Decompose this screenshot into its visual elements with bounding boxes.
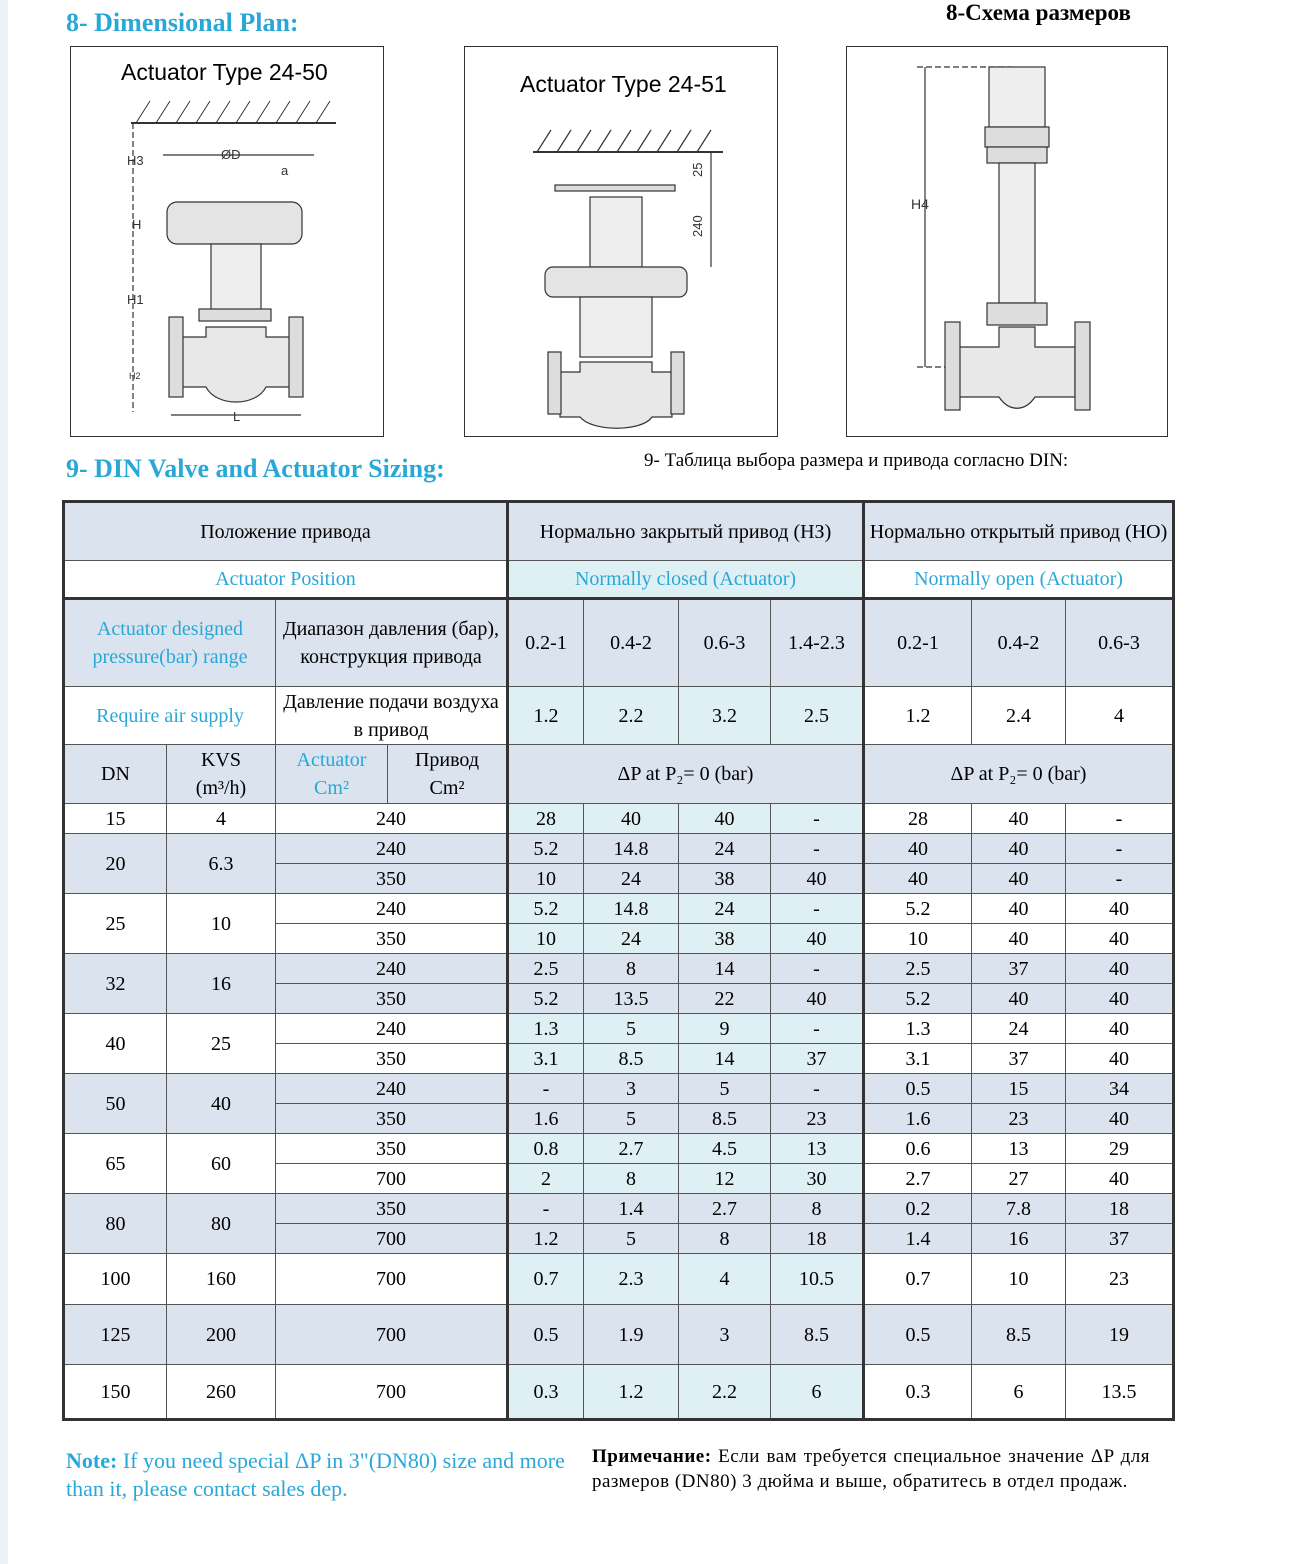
table-row	[64, 804, 1174, 834]
cm2-cell: 350	[276, 864, 508, 894]
table-row	[64, 894, 1174, 924]
nc-dp-cell: 10	[508, 924, 584, 954]
label-h2: H2	[129, 371, 141, 381]
no-dp-cell: 34	[1066, 1074, 1174, 1104]
valve-drawing	[465, 47, 777, 436]
range-nc: 0.6-3	[679, 599, 771, 687]
kvs-cell: 80	[167, 1194, 276, 1254]
no-dp-cell: 0.5	[864, 1305, 972, 1365]
air-nc: 2.2	[584, 687, 679, 745]
nc-dp-cell: 14	[679, 1044, 771, 1074]
nc-dp-cell: 9	[679, 1014, 771, 1044]
no-dp-cell: 3.1	[864, 1044, 972, 1074]
nc-dp-cell: 10	[508, 864, 584, 894]
nc-dp-cell: 5.2	[508, 984, 584, 1014]
nc-dp-cell: 24	[679, 894, 771, 924]
no-dp-cell: 40	[972, 984, 1066, 1014]
cm2-cell: 240	[276, 1014, 508, 1044]
nc-dp-cell: 5.2	[508, 894, 584, 924]
label-240: 240	[690, 215, 705, 237]
section-9-title: 9- DIN Valve and Actuator Sizing:	[66, 454, 445, 483]
label-h: H	[132, 217, 142, 232]
nc-dp-cell: 1.3	[508, 1014, 584, 1044]
range-no: 0.4-2	[972, 599, 1066, 687]
air-nc: 2.5	[771, 687, 864, 745]
label-25: 25	[690, 162, 705, 177]
range-no: 0.6-3	[1066, 599, 1174, 687]
nc-dp-cell: 6	[771, 1365, 864, 1420]
no-dp-cell: 0.5	[864, 1074, 972, 1104]
section-8-title: 8- Dimensional Plan:	[66, 8, 299, 37]
nc-dp-cell: 1.2	[584, 1365, 679, 1420]
nc-dp-cell: 2.7	[584, 1134, 679, 1164]
no-dp-cell: 0.6	[864, 1134, 972, 1164]
nc-dp-cell: 2.5	[508, 954, 584, 984]
nc-dp-cell: 8.5	[771, 1305, 864, 1365]
cm2-cell: 700	[276, 1305, 508, 1365]
nc-dp-cell: 13.5	[584, 984, 679, 1014]
range-nc: 0.2-1	[508, 599, 584, 687]
page-edge	[0, 0, 8, 1564]
dn-cell: 32	[64, 954, 167, 1014]
header-position-en: Actuator Position	[64, 561, 508, 599]
table-row	[64, 1305, 1174, 1365]
nc-dp-cell: 3.1	[508, 1044, 584, 1074]
nc-dp-cell: -	[771, 804, 864, 834]
air-nc: 1.2	[508, 687, 584, 745]
nc-dp-cell: 4.5	[679, 1134, 771, 1164]
valve-drawing	[847, 47, 1167, 436]
no-dp-cell: 40	[972, 924, 1066, 954]
no-dp-cell: 13	[972, 1134, 1066, 1164]
no-dp-cell: 24	[972, 1014, 1066, 1044]
nc-dp-cell: 2.7	[679, 1194, 771, 1224]
air-label-ru: Давление подачи воздуха в привод	[276, 687, 508, 745]
nc-dp-cell: 8	[771, 1194, 864, 1224]
kvs-cell: 60	[167, 1134, 276, 1194]
nc-dp-cell: 23	[771, 1104, 864, 1134]
nc-dp-cell: 2.3	[584, 1254, 679, 1305]
diagram-title: Actuator Type 24-50	[121, 59, 328, 85]
no-dp-cell: 2.7	[864, 1164, 972, 1194]
table-row	[64, 1365, 1174, 1420]
dn-cell: 20	[64, 834, 167, 894]
header-no-en: Normally open (Actuator)	[864, 561, 1174, 599]
air-nc: 3.2	[679, 687, 771, 745]
nc-dp-cell: 2.2	[679, 1365, 771, 1420]
cm2-cell: 350	[276, 1134, 508, 1164]
nc-dp-cell: 18	[771, 1224, 864, 1254]
no-dp-cell: 2.5	[864, 954, 972, 984]
no-dp-cell: 40	[1066, 1044, 1174, 1074]
cm2-cell: 240	[276, 804, 508, 834]
range-label-en: Actuator designed pressure(bar) range	[64, 599, 276, 687]
section-9-title-ru: 9- Таблица выбора размера и привода согласно DIN:	[644, 450, 1069, 471]
kvs-cell: 16	[167, 954, 276, 1014]
nc-dp-cell: 5	[679, 1074, 771, 1104]
no-dp-cell: 40	[972, 894, 1066, 924]
nc-dp-cell: 5	[584, 1104, 679, 1134]
no-dp-cell: 40	[1066, 1104, 1174, 1134]
no-dp-cell: 40	[1066, 984, 1174, 1014]
kvs-cell: 10	[167, 894, 276, 954]
table-row	[64, 1254, 1174, 1305]
nc-dp-cell: 5.2	[508, 834, 584, 864]
nc-dp-cell: -	[771, 1074, 864, 1104]
dn-cell: 125	[64, 1305, 167, 1365]
cm2-cell: 700	[276, 1224, 508, 1254]
air-no: 2.4	[972, 687, 1066, 745]
note-ru: Примечание: Если вам требуется специальное значение ΔP для размеров (DN80) 3 дюйма и выше, обратитесь в отдел продаж.	[592, 1446, 1150, 1492]
dn-header: DN	[64, 745, 167, 804]
no-dp-cell: 23	[972, 1104, 1066, 1134]
header-nc-ru: Нормально закрытый привод (НЗ)	[508, 502, 864, 561]
nc-dp-cell: 24	[584, 924, 679, 954]
no-dp-cell: 0.7	[864, 1254, 972, 1305]
nc-dp-cell: 3	[679, 1305, 771, 1365]
dp-header-nc: ΔP at P₂= 0 (bar)	[508, 745, 864, 804]
no-dp-cell: 40	[1066, 1164, 1174, 1194]
no-dp-cell: 13.5	[1066, 1365, 1174, 1420]
nc-dp-cell: -	[771, 834, 864, 864]
no-dp-cell: 1.6	[864, 1104, 972, 1134]
table-row	[64, 1014, 1174, 1044]
nc-dp-cell: 1.2	[508, 1224, 584, 1254]
nc-dp-cell: 4	[679, 1254, 771, 1305]
no-dp-cell: 37	[972, 954, 1066, 984]
table-row	[64, 1074, 1174, 1104]
label-h3: H3	[127, 153, 144, 168]
label-h4: H4	[911, 196, 929, 212]
no-dp-cell: -	[1066, 864, 1174, 894]
cm2-cell: 350	[276, 1194, 508, 1224]
no-dp-cell: 10	[972, 1254, 1066, 1305]
nc-dp-cell: 8	[584, 954, 679, 984]
kvs-cell: 200	[167, 1305, 276, 1365]
diagram-title: Actuator Type 24-51	[520, 71, 727, 97]
sizing-table	[62, 500, 1175, 1421]
cm2-cell: 350	[276, 924, 508, 954]
nc-dp-cell: 40	[771, 864, 864, 894]
kvs-cell: 160	[167, 1254, 276, 1305]
nc-dp-cell: 40	[771, 984, 864, 1014]
no-dp-cell: 0.2	[864, 1194, 972, 1224]
range-label-ru: Диапазон давления (бар), конструкция привода	[276, 599, 508, 687]
air-no: 4	[1066, 687, 1174, 745]
no-dp-cell: 18	[1066, 1194, 1174, 1224]
nc-dp-cell: 30	[771, 1164, 864, 1194]
nc-dp-cell: 12	[679, 1164, 771, 1194]
nc-dp-cell: 24	[584, 864, 679, 894]
no-dp-cell: 19	[1066, 1305, 1174, 1365]
header-no-ru: Нормально открытый привод (НО)	[864, 502, 1174, 561]
header-nc-en: Normally closed (Actuator)	[508, 561, 864, 599]
no-dp-cell: -	[1066, 804, 1174, 834]
range-no: 0.2-1	[864, 599, 972, 687]
no-dp-cell: 40	[972, 864, 1066, 894]
no-dp-cell: 23	[1066, 1254, 1174, 1305]
cm2-cell: 240	[276, 834, 508, 864]
nc-dp-cell: 13	[771, 1134, 864, 1164]
no-dp-cell: 5.2	[864, 894, 972, 924]
label-l: L	[233, 409, 241, 424]
no-dp-cell: 29	[1066, 1134, 1174, 1164]
air-label-en: Require air supply	[64, 687, 276, 745]
cm2-cell: 700	[276, 1254, 508, 1305]
cm2-cell: 240	[276, 1074, 508, 1104]
nc-dp-cell: 38	[679, 924, 771, 954]
nc-dp-cell: 1.6	[508, 1104, 584, 1134]
actuator-cm2-header: Actuator Cm²	[276, 745, 388, 804]
no-dp-cell: 5.2	[864, 984, 972, 1014]
table-row	[64, 834, 1174, 864]
no-dp-cell: 15	[972, 1074, 1066, 1104]
nc-dp-cell: 1.9	[584, 1305, 679, 1365]
no-dp-cell: 40	[864, 834, 972, 864]
no-dp-cell: 37	[1066, 1224, 1174, 1254]
cm2-cell: 240	[276, 954, 508, 984]
no-dp-cell: -	[1066, 834, 1174, 864]
label-od: ØD	[221, 147, 241, 162]
diagram-actuator-24-50	[70, 46, 384, 437]
nc-dp-cell: -	[508, 1074, 584, 1104]
no-dp-cell: 40	[1066, 954, 1174, 984]
table-row	[64, 1134, 1174, 1164]
no-dp-cell: 40	[972, 834, 1066, 864]
no-dp-cell: 28	[864, 804, 972, 834]
nc-dp-cell: -	[771, 954, 864, 984]
nc-dp-cell: 10.5	[771, 1254, 864, 1305]
no-dp-cell: 40	[972, 804, 1066, 834]
dp-header-no: ΔP at P₂= 0 (bar)	[864, 745, 1174, 804]
cm2-cell: 350	[276, 984, 508, 1014]
no-dp-cell: 1.3	[864, 1014, 972, 1044]
diagram-actuator-24-51	[464, 46, 778, 437]
no-dp-cell: 16	[972, 1224, 1066, 1254]
nc-dp-cell: 8.5	[679, 1104, 771, 1134]
nc-dp-cell: 8	[679, 1224, 771, 1254]
nc-dp-cell: -	[771, 1014, 864, 1044]
no-dp-cell: 1.4	[864, 1224, 972, 1254]
nc-dp-cell: 8	[584, 1164, 679, 1194]
nc-dp-cell: 40	[679, 804, 771, 834]
nc-dp-cell: -	[508, 1194, 584, 1224]
no-dp-cell: 27	[972, 1164, 1066, 1194]
no-dp-cell: 40	[1066, 1014, 1174, 1044]
section-8-title-ru: 8-Схема размеров	[946, 0, 1131, 25]
dn-cell: 150	[64, 1365, 167, 1420]
dn-cell: 40	[64, 1014, 167, 1074]
no-dp-cell: 6	[972, 1365, 1066, 1420]
kvs-cell: 6.3	[167, 834, 276, 894]
kvs-header: KVS (m³/h)	[167, 745, 276, 804]
dn-cell: 100	[64, 1254, 167, 1305]
no-dp-cell: 7.8	[972, 1194, 1066, 1224]
nc-dp-cell: 2	[508, 1164, 584, 1194]
nc-dp-cell: 40	[771, 924, 864, 954]
cm2-cell: 350	[276, 1044, 508, 1074]
kvs-cell: 260	[167, 1365, 276, 1420]
dn-cell: 15	[64, 804, 167, 834]
no-dp-cell: 10	[864, 924, 972, 954]
no-dp-cell: 8.5	[972, 1305, 1066, 1365]
nc-dp-cell: 0.7	[508, 1254, 584, 1305]
note-en: Note: If you need special ΔP in 3"(DN80) size and more than it, please contact sales dep.	[66, 1448, 565, 1501]
range-nc: 1.4-2.3	[771, 599, 864, 687]
dn-cell: 50	[64, 1074, 167, 1134]
dn-cell: 25	[64, 894, 167, 954]
dn-cell: 65	[64, 1134, 167, 1194]
kvs-cell: 4	[167, 804, 276, 834]
privod-cm2-header: Привод Cm²	[388, 745, 508, 804]
nc-dp-cell: 40	[584, 804, 679, 834]
nc-dp-cell: 0.3	[508, 1365, 584, 1420]
nc-dp-cell: 8.5	[584, 1044, 679, 1074]
nc-dp-cell: 3	[584, 1074, 679, 1104]
cm2-cell: 700	[276, 1365, 508, 1420]
label-a: a	[281, 163, 289, 178]
valve-drawing	[71, 47, 383, 436]
air-no: 1.2	[864, 687, 972, 745]
nc-dp-cell: 14	[679, 954, 771, 984]
nc-dp-cell: 1.4	[584, 1194, 679, 1224]
range-nc: 0.4-2	[584, 599, 679, 687]
cm2-cell: 350	[276, 1104, 508, 1134]
kvs-cell: 25	[167, 1014, 276, 1074]
nc-dp-cell: 0.5	[508, 1305, 584, 1365]
table-row	[64, 954, 1174, 984]
no-dp-cell: 40	[1066, 924, 1174, 954]
nc-dp-cell: 14.8	[584, 894, 679, 924]
cm2-cell: 700	[276, 1164, 508, 1194]
diagram-extended-valve	[846, 46, 1168, 437]
no-dp-cell: 40	[864, 864, 972, 894]
nc-dp-cell: 5	[584, 1014, 679, 1044]
no-dp-cell: 37	[972, 1044, 1066, 1074]
nc-dp-cell: 28	[508, 804, 584, 834]
label-h1: H1	[127, 292, 144, 307]
nc-dp-cell: 5	[584, 1224, 679, 1254]
dn-cell: 80	[64, 1194, 167, 1254]
nc-dp-cell: 24	[679, 834, 771, 864]
nc-dp-cell: 22	[679, 984, 771, 1014]
nc-dp-cell: 14.8	[584, 834, 679, 864]
nc-dp-cell: 37	[771, 1044, 864, 1074]
table-row	[64, 1194, 1174, 1224]
kvs-cell: 40	[167, 1074, 276, 1134]
nc-dp-cell: 0.8	[508, 1134, 584, 1164]
no-dp-cell: 40	[1066, 894, 1174, 924]
nc-dp-cell: -	[771, 894, 864, 924]
cm2-cell: 240	[276, 894, 508, 924]
no-dp-cell: 0.3	[864, 1365, 972, 1420]
header-position-ru: Положение привода	[64, 502, 508, 561]
nc-dp-cell: 38	[679, 864, 771, 894]
